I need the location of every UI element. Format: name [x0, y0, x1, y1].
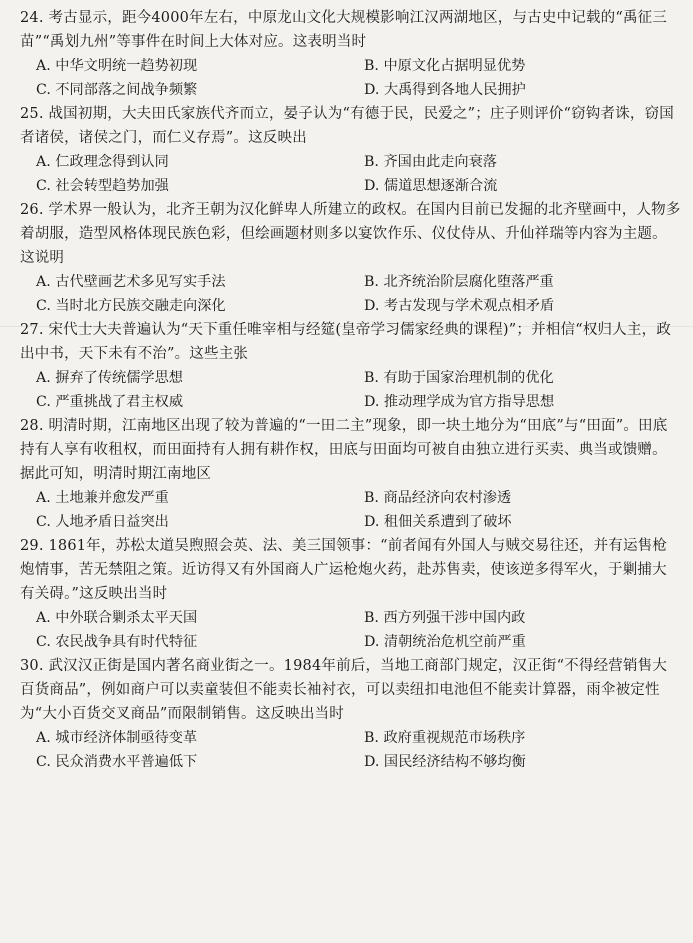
option-a: A. 土地兼并愈发严重 — [36, 490, 169, 506]
options — [20, 486, 681, 534]
options — [20, 726, 681, 774]
options — [20, 606, 681, 654]
option-d: D. 国民经济结构不够均衡 — [364, 754, 526, 770]
option-c: C. 农民战争具有时代特征 — [36, 634, 198, 650]
option-c: C. 人地矛盾日益突出 — [36, 514, 169, 530]
option-a: A. 摒弃了传统儒学思想 — [36, 370, 183, 386]
option-a: A. 城市经济体制亟待变革 — [36, 730, 198, 746]
question-stem: 24. 考古显示，距今4000年左右，中原龙山文化大规模影响江汉两湖地区，与古史中记载的“禹征三苗”“禹划九州”等事件在时间上大体对应。这表明当时 — [20, 10, 668, 50]
option-a: A. 中华文明统一趋势初现 — [36, 58, 198, 74]
question-stem: 26. 学术界一般认为，北齐王朝为汉化鲜卑人所建立的政权。在国内目前已发掘的北齐壁画中，人物多着胡服，造型风格体现民族色彩，但绘画题材则多以宴饮作乐、仪仗侍从、升仙祥瑞等内容为主题。这说明 — [20, 202, 681, 266]
option-a: A. 仁政理念得到认同 — [36, 154, 169, 170]
option-a: A. 古代壁画艺术多见写实手法 — [36, 274, 226, 290]
options — [20, 54, 681, 102]
option-b: B. 齐国由此走向衰落 — [364, 154, 497, 170]
question-stem: 29. 1861年，苏松太道吴煦照会英、法、美三国领事：“前者闻有外国人与贼交易往还，并有运售枪炮情事，苦无禁阻之策。近访得又有外国商人广运枪炮火药，赴苏售卖，使该逆多得军火，于剿捕大有关碍。”这反映出当时 — [20, 538, 668, 602]
option-d: D. 大禹得到各地人民拥护 — [364, 82, 526, 98]
option-c: C. 社会转型趋势加强 — [36, 178, 169, 194]
question-30 — [20, 654, 681, 774]
option-c: C. 严重挑战了君主权威 — [36, 394, 184, 410]
question-stem: 30. 武汉汉正街是国内著名商业街之一。1984年前后，当地工商部门规定，汉正街“不得经营销售大百货商品”，例如商户可以卖童装但不能卖长袖衬衣，可以卖纽扣电池但不能卖计算器，雨伞被定性为“大小百货交叉商品”而限制销售。这反映出当时 — [20, 658, 668, 722]
options — [20, 366, 681, 414]
question-29 — [20, 534, 681, 654]
question-stem: 27. 宋代士大夫普遍认为“天下重任唯宰相与经筵(皇帝学习儒家经典的课程)”；并相信“权归人主，政出中书，天下未有不治”。这些主张 — [20, 322, 672, 362]
option-c: C. 民众消费水平普遍低下 — [36, 754, 198, 770]
option-d: D. 清朝统治危机空前严重 — [364, 634, 526, 650]
option-b: B. 有助于国家治理机制的优化 — [364, 370, 554, 386]
option-c: C. 不同部落之间战争频繁 — [36, 82, 198, 98]
question-stem: 28. 明清时期，江南地区出现了较为普遍的“一田二主”现象，即一块土地分为“田底”与“田面”。田底持有人享有收租权，而田面持有人拥有耕作权，田底与田面均可被自由独立进行买卖、典当或馈赠。据此可知，明清时期江南地区 — [20, 418, 668, 482]
option-b: B. 中原文化占据明显优势 — [364, 58, 526, 74]
option-d: D. 考古发现与学术观点相矛盾 — [364, 298, 555, 314]
option-d: D. 儒道思想逐渐合流 — [364, 178, 498, 194]
option-b: B. 西方列强干涉中国内政 — [364, 610, 526, 626]
question-25 — [20, 102, 681, 198]
option-c: C. 当时北方民族交融走向深化 — [36, 298, 226, 314]
option-b: B. 政府重视规范市场秩序 — [364, 730, 526, 746]
option-a: A. 中外联合剿杀太平天国 — [36, 610, 198, 626]
options — [20, 270, 681, 318]
question-28 — [20, 414, 681, 534]
option-b: B. 北齐统治阶层腐化堕落严重 — [364, 274, 554, 290]
question-26 — [20, 198, 681, 318]
option-d: D. 租佃关系遭到了破坏 — [364, 514, 512, 530]
question-stem: 25. 战国初期，大夫田氏家族代齐而立，晏子认为“有德于民，民爱之”；庄子则评价“窃钩者诛，窃国者诸侯，诸侯之门，而仁义存焉”。这反映出 — [20, 106, 675, 146]
question-27 — [20, 318, 681, 414]
question-24 — [20, 6, 681, 102]
options — [20, 150, 681, 198]
option-d: D. 推动理学成为官方指导思想 — [364, 394, 555, 410]
paper-fold-line — [0, 326, 693, 327]
option-b: B. 商品经济向农村渗透 — [364, 490, 512, 506]
